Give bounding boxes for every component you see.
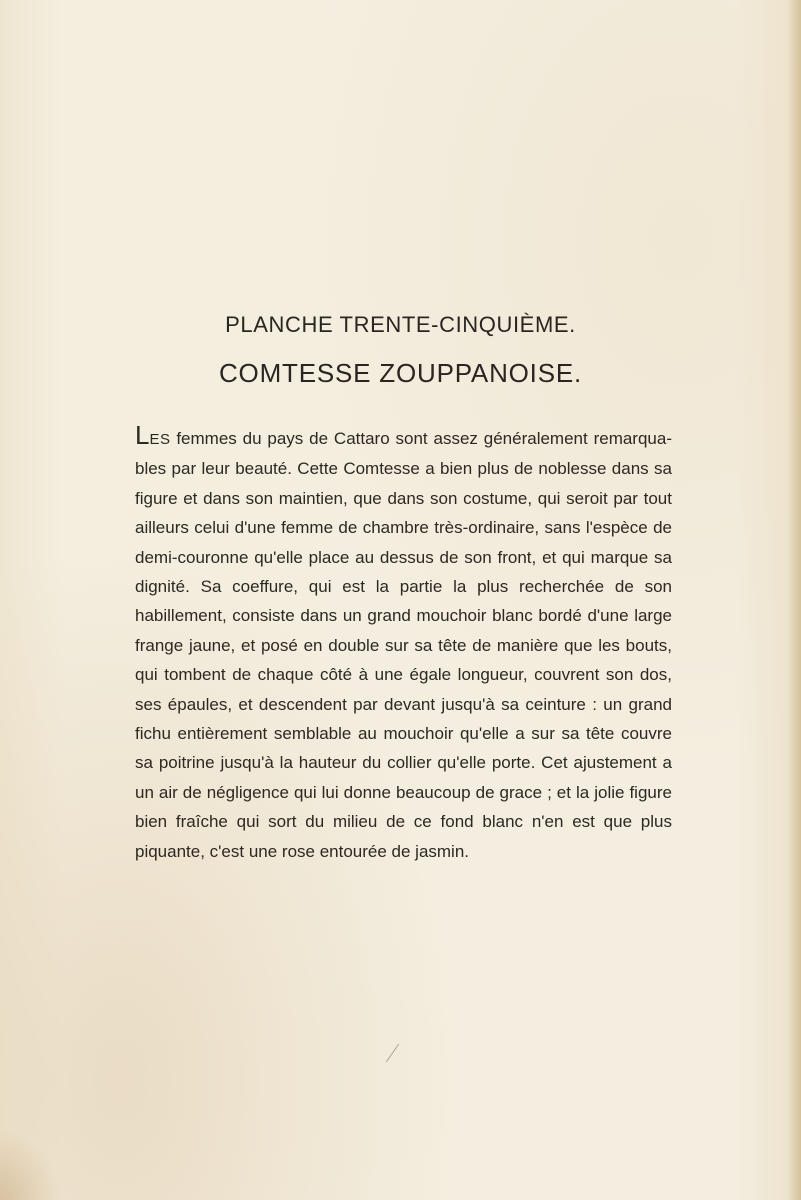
small-caps-lead: ES xyxy=(149,431,171,448)
body-text: femmes du pays de Cattaro sont assez généralement remarqua-bles par leur beauté. Cette Comtesse a bien plus de noblesse dans sa figure et dans son maintien, que dans son costume, qui seroit par tout ailleurs celui d'une femme de chambre très-ordinaire, sans l'espèce de demi-couronne qu'elle place au dessus de son front, et qui marque sa dignité. Sa coeffure, qui est la partie la plus recherchée de son habillement, consiste dans un grand mouchoir blanc bordé d'une large frange jaune, et posé en double sur sa tête de manière que les bouts, qui tombent de chaque côté à une égale longueur, couvrent son dos, ses épaules, et descendent par devant jusqu'à sa ceinture : un grand fichu entièrement semblable au mouchoir qu'elle a sur sa tête couvre sa poitrine jusqu'à la hauteur du collier qu'elle porte. Cet ajustement a un air de négligence qui lui donne beaucoup de grace ; et la jolie figure bien fraîche qui sort du milieu de ce fond blanc n'en est que plus piquante, c'est une rose entourée de jasmin. xyxy=(135,429,672,861)
plate-title: PLANCHE TRENTE-CINQUIÈME. xyxy=(225,312,576,337)
page-edge-shadow xyxy=(787,0,801,1200)
drop-capital: L xyxy=(135,420,150,450)
pencil-mark xyxy=(386,1044,399,1063)
paper-stain xyxy=(0,1130,60,1200)
body-paragraph xyxy=(135,422,672,866)
subject-title: COMTESSE ZOUPPANOISE. xyxy=(218,358,583,388)
